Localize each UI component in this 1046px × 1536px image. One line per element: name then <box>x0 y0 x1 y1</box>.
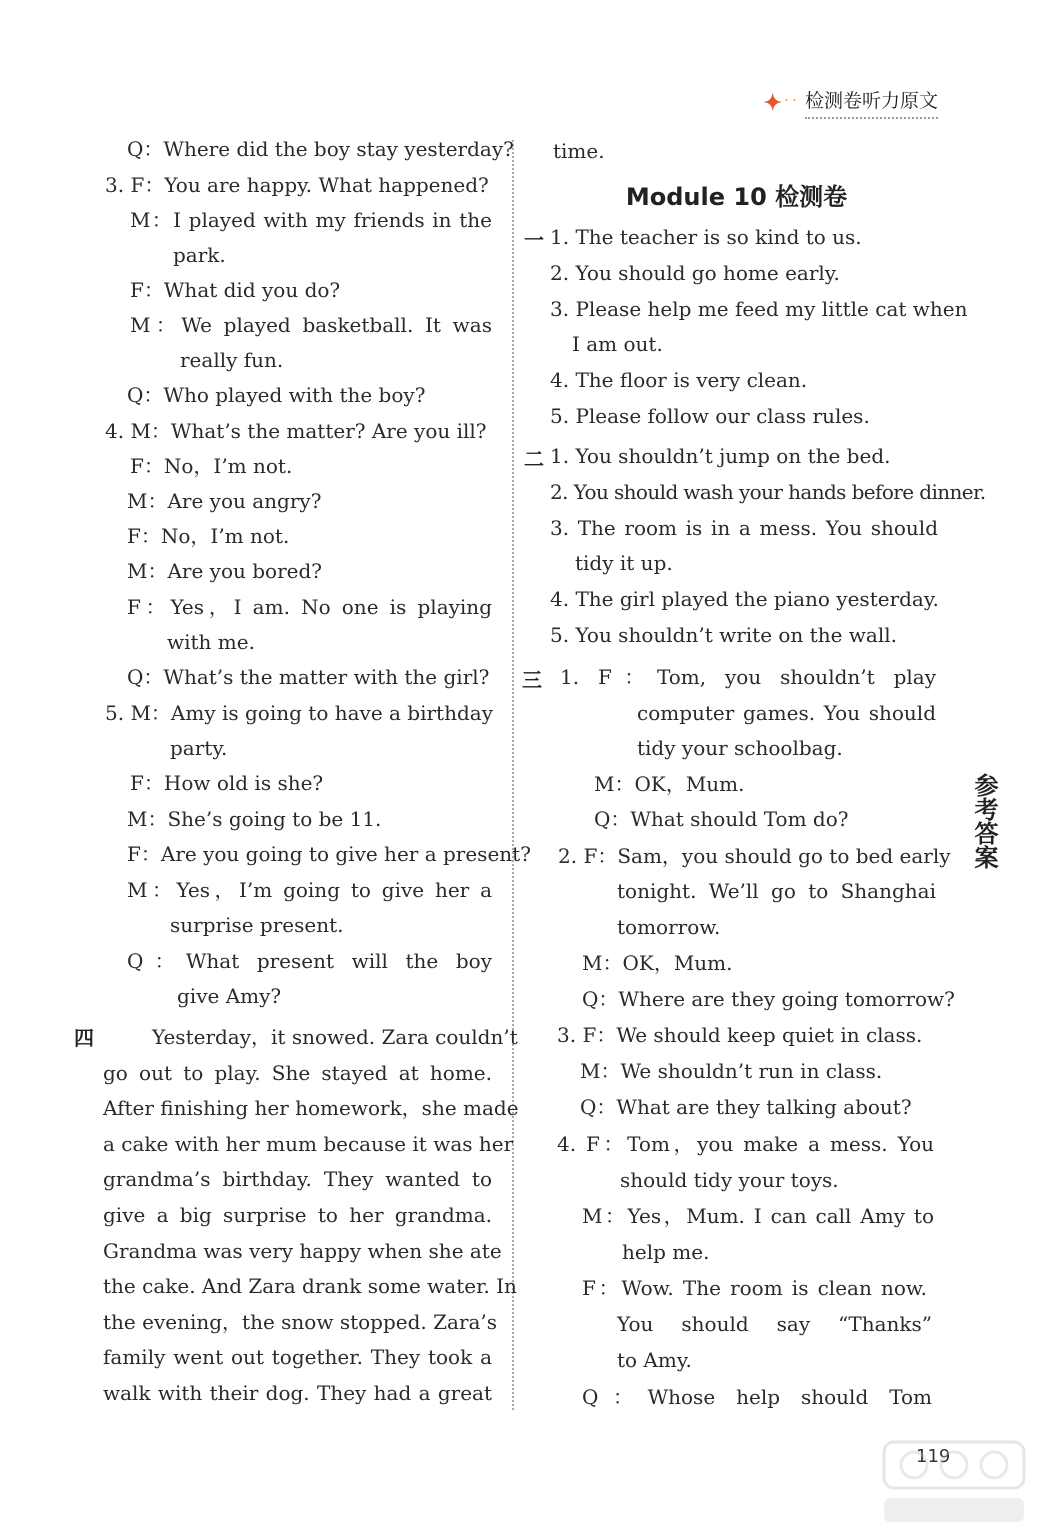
transcript-line: tidy your schoolbag. <box>637 736 843 760</box>
transcript-line: tomorrow. <box>617 915 721 939</box>
transcript-line: give Amy? <box>177 984 282 1008</box>
section-3-mark: 三 <box>522 668 542 692</box>
sentence-line: I am out. <box>572 332 663 356</box>
sentence-line: tidy it up. <box>575 551 673 575</box>
sentence-line: 3. The room is in a mess. You should <box>550 516 938 540</box>
column-divider <box>512 140 514 1410</box>
transcript-line: F：Wow. The room is clean now. <box>582 1276 927 1300</box>
transcript-line: help me. <box>622 1240 710 1264</box>
sentence-line: 2. You should wash your hands before dinner. <box>550 480 986 504</box>
transcript-line: 4. F：Tom，you make a mess. You <box>557 1132 934 1156</box>
transcript-line: M：Are you angry? <box>127 489 322 513</box>
transcript-line: party. <box>170 736 228 760</box>
passage-line: Grandma was very happy when she ate <box>103 1239 502 1263</box>
transcript-line: M：Are you bored? <box>127 559 323 583</box>
transcript-line: 1. F：Tom, you shouldn’t play <box>560 665 936 689</box>
passage-line: After finishing her homework，she made <box>103 1096 519 1120</box>
transcript-line: surprise present. <box>170 913 344 937</box>
transcript-line: F：No，I’m not. <box>130 454 293 478</box>
passage-line: walk with their dog. They had a great <box>103 1381 492 1405</box>
module-title: Module 10 检测卷 <box>625 183 848 211</box>
sentence-line: 3. Please help me feed my little cat when <box>550 297 968 321</box>
section-2-mark: 二 <box>524 447 544 471</box>
sparkle-icon: ✦˙˙ <box>763 89 799 116</box>
sentence-line: 4. The girl played the piano yesterday. <box>550 587 939 611</box>
transcript-line: Q：What’s the matter with the girl? <box>127 665 490 689</box>
transcript-line: tonight. We’ll go to Shanghai <box>617 879 936 903</box>
passage-line: go out to play. She stayed at home. <box>103 1061 492 1085</box>
transcript-line: M：We played basketball. It was <box>130 313 492 337</box>
transcript-line: M：She’s going to be 11. <box>127 807 382 831</box>
transcript-line: M：Yes，Mum. I can call Amy to <box>582 1204 934 1228</box>
section-1-mark: 一 <box>524 228 544 252</box>
sentence-line: 4. The floor is very clean. <box>550 368 808 392</box>
transcript-line: with me. <box>167 630 255 654</box>
transcript-line: 4. M：What’s the matter? Are you ill? <box>105 419 487 443</box>
transcript-line: really fun. <box>180 348 284 372</box>
transcript-line: M：OK，Mum. <box>582 951 733 975</box>
passage-line: a cake with her mum because it was her <box>103 1132 514 1156</box>
transcript-line: 5. M：Amy is going to have a birthday <box>105 701 493 725</box>
section-4-mark: 四 <box>74 1026 94 1050</box>
page-header <box>764 86 938 119</box>
transcript-line: Q：Whose help should Tom <box>582 1385 932 1409</box>
transcript-line: F：Are you going to give her a present? <box>127 842 531 866</box>
transcript-line: Q：What present will the boy <box>127 949 492 973</box>
sentence-line: 1. The teacher is so kind to us. <box>550 225 862 249</box>
page-number: 119 <box>916 1446 951 1467</box>
transcript-line: should tidy your toys. <box>620 1168 839 1192</box>
sentence-line: 1. You shouldn’t jump on the bed. <box>550 444 891 468</box>
passage-line: the evening，the snow stopped. Zara’s <box>103 1310 498 1334</box>
transcript-line: M：OK，Mum. <box>594 772 745 796</box>
transcript-line: Q：Who played with the boy? <box>127 383 426 407</box>
transcript-line: Q：Where are they going tomorrow? <box>582 987 955 1011</box>
header-title: 检测卷听力原文 <box>805 86 938 119</box>
transcript-line: Q：What are they talking about? <box>580 1095 912 1119</box>
transcript-line: F：Yes，I am. No one is playing <box>127 595 492 619</box>
passage-line: family went out together. They took a <box>103 1345 492 1369</box>
transcript-line: F：No，I’m not. <box>127 524 290 548</box>
transcript-line: F：What did you do? <box>130 278 341 302</box>
transcript-line: Q：What should Tom do? <box>594 807 849 831</box>
transcript-line: F：How old is she? <box>130 771 324 795</box>
passage-line: the cake. And Zara drank some water. In <box>103 1274 517 1298</box>
passage-line: Yesterday，it snowed. Zara couldn’t <box>152 1025 518 1049</box>
transcript-line: M：We shouldn’t run in class. <box>580 1059 883 1083</box>
watermark-logo <box>880 1436 1030 1528</box>
transcript-line: to Amy. <box>617 1348 692 1372</box>
passage-line: grandma’s birthday. They wanted to <box>103 1167 492 1191</box>
transcript-line: Q：Where did the boy stay yesterday? <box>127 137 514 161</box>
transcript-line: computer games. You should <box>637 701 936 725</box>
transcript-line: You should say “Thanks” <box>617 1312 932 1336</box>
transcript-line: M：I played with my friends in the <box>130 208 492 232</box>
sentence-line: 2. You should go home early. <box>550 261 840 285</box>
sentence-line: 5. You shouldn’t write on the wall. <box>550 623 897 647</box>
sentence-line: 5. Please follow our class rules. <box>550 404 870 428</box>
transcript-line: 2. F：Sam，you should go to bed early <box>558 844 951 868</box>
transcript-line: 3. F：You are happy. What happened? <box>105 173 489 197</box>
side-tab-answers: 参考答案 <box>970 773 998 869</box>
passage-line: give a big surprise to her grandma. <box>103 1203 492 1227</box>
transcript-line: time. <box>553 139 605 163</box>
transcript-line: park. <box>173 243 226 267</box>
transcript-line: 3. F：We should keep quiet in class. <box>557 1023 923 1047</box>
transcript-line: M：Yes，I’m going to give her a <box>127 878 492 902</box>
